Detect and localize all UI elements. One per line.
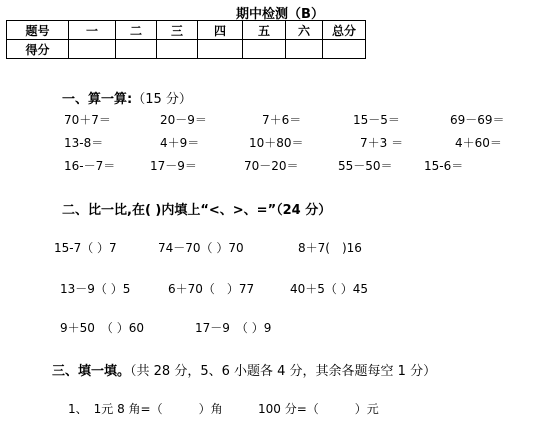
comparison-item: 9＋50 （ ）60	[60, 321, 144, 335]
comparison-item: 15-7（ ）7	[54, 241, 117, 255]
problem: 17－9＝	[150, 159, 197, 173]
problem: 16-－7＝	[64, 159, 116, 173]
score-table-col-2: 二	[116, 21, 157, 40]
score-table-col-1: 一	[69, 21, 116, 40]
problem: 20－9＝	[160, 113, 207, 127]
score-table-score-label: 得分	[7, 40, 69, 59]
score-table	[6, 20, 366, 59]
fill-in-item: 100 分=（ ）元	[258, 402, 379, 416]
problem: 69－69＝	[450, 113, 505, 127]
score-table-col-3: 三	[157, 21, 198, 40]
comparison-item: 13－9（ ）5	[60, 282, 131, 296]
problem: 70＋7＝	[64, 113, 111, 127]
comparison-item: 8＋7( )16	[298, 241, 362, 255]
score-table-row-label: 题号	[7, 21, 69, 40]
problem: 7＋6＝	[262, 113, 302, 127]
comparison-item: 6＋70（ ）77	[168, 282, 255, 296]
problem: 10＋80＝	[249, 136, 304, 150]
problem: 55－50＝	[338, 159, 393, 173]
score-table-col-4: 四	[198, 21, 243, 40]
score-table-col-5: 五	[243, 21, 286, 40]
score-cell[interactable]	[69, 40, 116, 59]
score-cell[interactable]	[116, 40, 157, 59]
section3-heading: 三、填一填。（共 28 分，5、6 小题各 4 分，其余各题每空 1 分）	[52, 364, 437, 379]
problem: 70－20＝	[244, 159, 299, 173]
problem: 13-8＝	[64, 136, 104, 150]
comparison-item: 17－9 （ ）9	[195, 321, 272, 335]
problem: 15-6＝	[424, 159, 464, 173]
score-cell[interactable]	[157, 40, 198, 59]
score-table-header-row	[7, 21, 366, 40]
score-cell[interactable]	[243, 40, 286, 59]
score-table-col-total: 总分	[323, 21, 366, 40]
section1-heading: 一、算一算:（15 分）	[62, 92, 192, 107]
problem: 4＋9＝	[160, 136, 200, 150]
score-cell[interactable]	[198, 40, 243, 59]
score-table-score-row	[7, 40, 366, 59]
score-cell[interactable]	[286, 40, 323, 59]
problem: 4＋60＝	[455, 136, 502, 150]
fill-in-item: 1、 1元 8 角=（ ）角	[68, 402, 223, 416]
problem: 15－5＝	[353, 113, 400, 127]
section2-heading: 二、比一比,在( )内填上“<、>、=”（24 分）	[62, 203, 332, 218]
problem: 7＋3 ＝	[360, 136, 404, 150]
score-table-col-6: 六	[286, 21, 323, 40]
comparison-item: 40＋5（ ）45	[290, 282, 368, 296]
score-cell[interactable]	[323, 40, 366, 59]
comparison-item: 74－70（ ）70	[158, 241, 244, 255]
page-title: 期中检测（B）	[236, 7, 324, 22]
